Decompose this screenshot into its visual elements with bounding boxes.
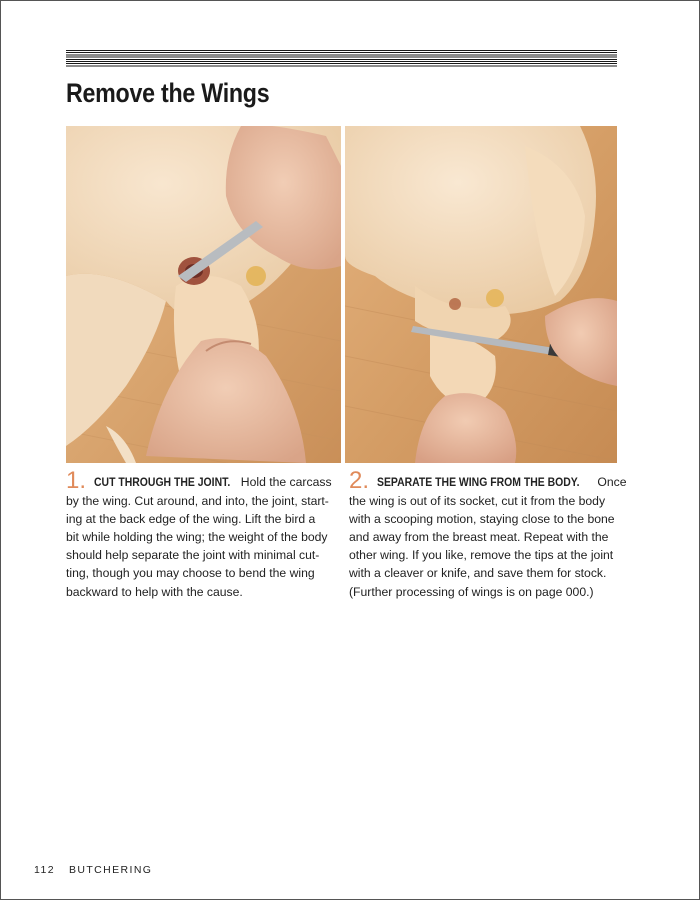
step-1-number: 1. <box>66 467 87 494</box>
step-2-number: 2. <box>349 467 370 494</box>
step-1-photo <box>66 126 341 463</box>
step-1-line: should help separate the joint with minimal cut- <box>66 548 320 563</box>
step-1 <box>66 467 332 601</box>
step-2-line: the wing is out of its socket, cut it from the body <box>349 494 606 509</box>
step-2-photo <box>345 126 617 463</box>
step-1-line: backward to help with the cause. <box>66 584 243 599</box>
step-1-line: by the wing. Cut around, and into, the joint, start- <box>66 494 329 509</box>
step-2-line: with a cleaver or knife, and save them for stock. <box>349 566 607 581</box>
step-2-line: with a scooping motion, staying close to the bone <box>349 512 615 527</box>
page-number: 112 <box>34 864 55 876</box>
page-footer <box>34 864 152 876</box>
step-2-heading: SEPARATE THE WING FROM THE BODY. <box>377 476 580 489</box>
header-rule <box>66 50 617 67</box>
step-2-first-line <box>349 467 627 494</box>
step-1-heading: CUT THROUGH THE JOINT. <box>94 476 231 489</box>
step-2-line: other wing. If you like, remove the tips at the joint <box>349 548 614 563</box>
step-1-first-line <box>66 467 332 494</box>
step-1-intro: Hold the carcass <box>240 475 332 489</box>
page-title: Remove the Wings <box>66 78 270 108</box>
step-1-line: ing at the back edge of the wing. Lift the bird a <box>66 512 316 527</box>
step-1-line: bit while holding the wing; the weight of the body <box>66 530 328 545</box>
step-1-line: ting, though you may choose to bend the wing <box>66 566 315 581</box>
section-name: BUTCHERING <box>68 864 153 876</box>
step-2-line: (Further processing of wings is on page 000.) <box>349 584 594 599</box>
step-2 <box>349 467 627 601</box>
step-2-line: and away from the breast meat. Repeat with the <box>349 530 609 545</box>
step-2-intro: Once <box>597 475 627 489</box>
